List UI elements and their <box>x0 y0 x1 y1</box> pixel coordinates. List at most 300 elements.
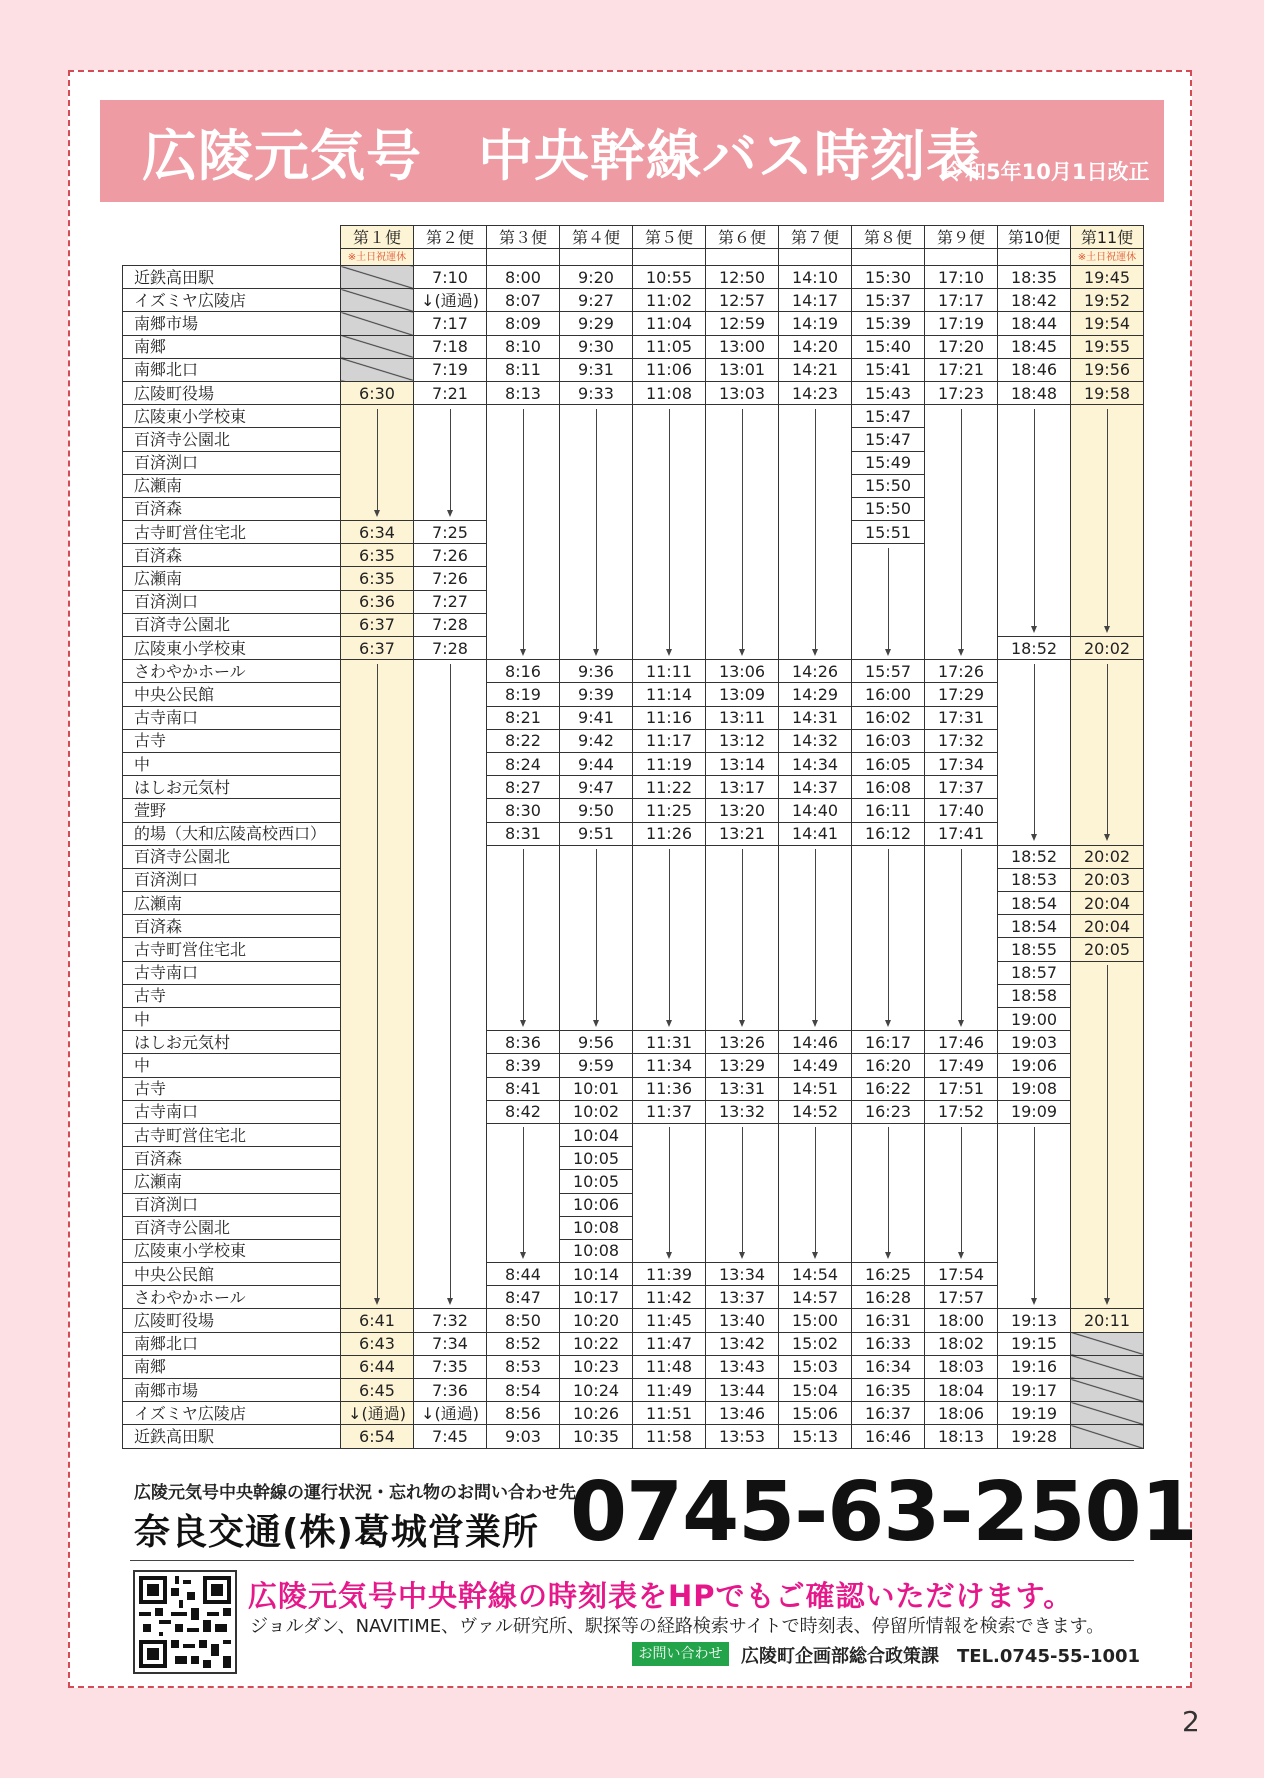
stop-name: 古寺町営住宅北 <box>123 521 341 544</box>
departure-time: 19:06 <box>998 1054 1071 1077</box>
trip-header: 第５便 <box>633 226 706 249</box>
departure-time: 13:37 <box>706 1286 779 1309</box>
departure-time: 14:21 <box>779 358 852 381</box>
timetable-note-row <box>123 249 1144 266</box>
departure-time: 16:34 <box>852 1355 925 1378</box>
table-row <box>123 1425 1144 1448</box>
departure-time: 14:17 <box>779 289 852 312</box>
departure-time: 13:46 <box>706 1402 779 1425</box>
table-row <box>123 1100 1144 1123</box>
stop-name: 広瀬南 <box>123 892 341 915</box>
departure-time: 13:34 <box>706 1263 779 1286</box>
contact-phone: 0745-63-2501 <box>570 1465 1197 1560</box>
timetable-header-row <box>123 226 1144 249</box>
departure-time: 7:35 <box>414 1355 487 1378</box>
departure-time: 8:44 <box>487 1263 560 1286</box>
departure-time: 7:28 <box>414 637 487 660</box>
departure-time: 11:19 <box>633 752 706 775</box>
departure-time: 11:34 <box>633 1054 706 1077</box>
pass-through-arrow-icon <box>961 1127 962 1256</box>
department-contact: 広陵町企画部総合政策課 TEL.0745-55-1001 <box>741 1646 1141 1667</box>
departure-time: 16:08 <box>852 776 925 799</box>
departure-time: 18:13 <box>925 1425 998 1448</box>
stop-name: 百済森 <box>123 915 341 938</box>
departure-time: 9:47 <box>560 776 633 799</box>
pass-through-arrow-icon <box>888 548 889 654</box>
stop-name: 百済寺公園北 <box>123 428 341 451</box>
table-row <box>123 1077 1144 1100</box>
stop-name: 広瀬南 <box>123 474 341 497</box>
departure-time: 16:02 <box>852 706 925 729</box>
departure-time: 10:05 <box>560 1147 633 1170</box>
departure-time: ↓(通過) <box>414 289 487 312</box>
departure-time: 8:42 <box>487 1100 560 1123</box>
table-row <box>123 1147 1144 1170</box>
table-row <box>123 1309 1144 1332</box>
departure-time: 13:09 <box>706 683 779 706</box>
table-row <box>123 799 1144 822</box>
trip-note <box>998 249 1071 266</box>
departure-time: 8:19 <box>487 683 560 706</box>
pass-through-arrow-icon <box>1107 965 1108 1303</box>
departure-time: 13:32 <box>706 1100 779 1123</box>
stop-name: 古寺南口 <box>123 706 341 729</box>
departure-time: 8:39 <box>487 1054 560 1077</box>
title-banner <box>100 100 1164 202</box>
no-service-cell <box>1071 1332 1144 1355</box>
departure-time: 14:31 <box>779 706 852 729</box>
departure-time: 15:41 <box>852 358 925 381</box>
departure-time: 11:04 <box>633 312 706 335</box>
table-row <box>123 1355 1144 1378</box>
pass-through-arrow-icon <box>377 664 378 1303</box>
departure-time: 15:47 <box>852 405 925 428</box>
departure-time: 9:20 <box>560 266 633 289</box>
departure-time: 14:19 <box>779 312 852 335</box>
stop-name: 南郷 <box>123 335 341 358</box>
departure-time: 6:37 <box>341 613 414 636</box>
table-row <box>123 335 1144 358</box>
departure-time: 10:06 <box>560 1193 633 1216</box>
departure-time: 16:31 <box>852 1309 925 1332</box>
trip-note: ※土日祝運休 <box>341 249 414 266</box>
stop-name: 中央公民館 <box>123 1263 341 1286</box>
table-row <box>123 822 1144 845</box>
departure-time: 18:55 <box>998 938 1071 961</box>
page-number: 2 <box>1182 1705 1200 1738</box>
departure-time: 17:37 <box>925 776 998 799</box>
pass-through-arrow-icon <box>815 849 816 1025</box>
trip-note <box>560 249 633 266</box>
timetable <box>122 225 1144 1449</box>
departure-time: 14:34 <box>779 752 852 775</box>
trip-header: 第４便 <box>560 226 633 249</box>
departure-time: 20:04 <box>1071 915 1144 938</box>
departure-time: 15:37 <box>852 289 925 312</box>
departure-time: 6:43 <box>341 1332 414 1355</box>
departure-time: 7:25 <box>414 521 487 544</box>
departure-time: 18:46 <box>998 358 1071 381</box>
departure-time: 16:22 <box>852 1077 925 1100</box>
pass-through-arrow-icon <box>888 849 889 1025</box>
trip-note <box>779 249 852 266</box>
pass-through-arrow-icon <box>523 1127 524 1256</box>
departure-time: 16:17 <box>852 1031 925 1054</box>
departure-time: 15:39 <box>852 312 925 335</box>
table-row <box>123 868 1144 891</box>
stop-name: 近鉄高田駅 <box>123 266 341 289</box>
header-corner <box>123 226 341 249</box>
departure-time: 7:21 <box>414 381 487 404</box>
departure-time: 11:39 <box>633 1263 706 1286</box>
departure-time: 7:28 <box>414 613 487 636</box>
departure-time: 10:04 <box>560 1123 633 1146</box>
departure-time: 15:47 <box>852 428 925 451</box>
trip-note: ※土日祝運休 <box>1071 249 1144 266</box>
table-row <box>123 1031 1144 1054</box>
pass-through-arrow-icon <box>815 1127 816 1256</box>
departure-time: 13:40 <box>706 1309 779 1332</box>
table-row <box>123 1286 1144 1309</box>
departure-time: 10:26 <box>560 1402 633 1425</box>
stop-name: 古寺南口 <box>123 1100 341 1123</box>
departure-time: 8:36 <box>487 1031 560 1054</box>
departure-time: 9:51 <box>560 822 633 845</box>
departure-time: 18:54 <box>998 915 1071 938</box>
departure-time: 11:14 <box>633 683 706 706</box>
stop-name: 古寺 <box>123 1077 341 1100</box>
departure-time: 8:31 <box>487 822 560 845</box>
departure-time: 8:00 <box>487 266 560 289</box>
departure-time: 16:33 <box>852 1332 925 1355</box>
departure-time: 13:01 <box>706 358 779 381</box>
departure-time: 15:40 <box>852 335 925 358</box>
departure-time: 13:43 <box>706 1355 779 1378</box>
departure-time: 14:37 <box>779 776 852 799</box>
departure-time: 11:45 <box>633 1309 706 1332</box>
departure-time: 18:44 <box>998 312 1071 335</box>
table-row <box>123 497 1144 520</box>
departure-time: 19:56 <box>1071 358 1144 381</box>
trip-header: 第10便 <box>998 226 1071 249</box>
stop-name: 百済渕口 <box>123 590 341 613</box>
departure-time: 11:05 <box>633 335 706 358</box>
departure-time: 11:25 <box>633 799 706 822</box>
departure-time: 16:20 <box>852 1054 925 1077</box>
table-row <box>123 1054 1144 1077</box>
no-service-cell <box>341 335 414 358</box>
departure-time: 13:31 <box>706 1077 779 1100</box>
table-row <box>123 474 1144 497</box>
departure-time: 20:03 <box>1071 868 1144 891</box>
departure-time: 10:17 <box>560 1286 633 1309</box>
departure-time: 18:52 <box>998 637 1071 660</box>
departure-time: 13:14 <box>706 752 779 775</box>
departure-time: 19:16 <box>998 1355 1071 1378</box>
departure-time: 6:30 <box>341 381 414 404</box>
departure-time: 10:20 <box>560 1309 633 1332</box>
stop-name: 百済渕口 <box>123 1193 341 1216</box>
departure-time: 9:39 <box>560 683 633 706</box>
departure-time: 18:53 <box>998 868 1071 891</box>
departure-time: 15:04 <box>779 1379 852 1402</box>
stop-name: 南郷北口 <box>123 1332 341 1355</box>
stop-name: さわやかホール <box>123 660 341 683</box>
stop-name: 古寺町営住宅北 <box>123 938 341 961</box>
departure-time: 17:26 <box>925 660 998 683</box>
table-row <box>123 915 1144 938</box>
no-service-cell <box>1071 1425 1144 1448</box>
stop-name: 広陵東小学校東 <box>123 637 341 660</box>
departure-time: 6:34 <box>341 521 414 544</box>
departure-time: 8:16 <box>487 660 560 683</box>
departure-time: 11:47 <box>633 1332 706 1355</box>
departure-time: 15:00 <box>779 1309 852 1332</box>
stop-name: イズミヤ広陵店 <box>123 1402 341 1425</box>
departure-time: 11:48 <box>633 1355 706 1378</box>
departure-time: 12:59 <box>706 312 779 335</box>
table-row <box>123 660 1144 683</box>
departure-time: 17:10 <box>925 266 998 289</box>
pass-through-arrow-icon <box>596 409 597 654</box>
no-service-cell <box>341 312 414 335</box>
departure-time: 16:12 <box>852 822 925 845</box>
table-row <box>123 289 1144 312</box>
departure-time: 13:12 <box>706 729 779 752</box>
trip-note <box>487 249 560 266</box>
departure-time: 9:41 <box>560 706 633 729</box>
pass-through-arrow-icon <box>961 849 962 1025</box>
table-row <box>123 1008 1144 1031</box>
departure-time: 9:33 <box>560 381 633 404</box>
departure-time: 14:26 <box>779 660 852 683</box>
stop-name: 南郷北口 <box>123 358 341 381</box>
table-row <box>123 521 1144 544</box>
contact-label: 広陵元気号中央幹線の運行状況・忘れ物のお問い合わせ先 <box>134 1483 576 1503</box>
departure-time: 13:20 <box>706 799 779 822</box>
table-row <box>123 961 1144 984</box>
departure-time: 16:28 <box>852 1286 925 1309</box>
inquiry-badge: お問い合わせ <box>632 1642 729 1666</box>
departure-time: 9:27 <box>560 289 633 312</box>
pass-through-arrow-icon <box>888 1127 889 1256</box>
departure-time: 17:54 <box>925 1263 998 1286</box>
table-row <box>123 613 1144 636</box>
departure-time: 11:17 <box>633 729 706 752</box>
departure-time: 17:46 <box>925 1031 998 1054</box>
departure-time: 17:19 <box>925 312 998 335</box>
trip-note <box>633 249 706 266</box>
table-row <box>123 1402 1144 1425</box>
pass-through-arrow-icon <box>377 409 378 515</box>
departure-time: 14:52 <box>779 1100 852 1123</box>
departure-time: 6:37 <box>341 637 414 660</box>
departure-time: 10:08 <box>560 1216 633 1239</box>
table-row <box>123 1263 1144 1286</box>
departure-time: 17:34 <box>925 752 998 775</box>
departure-time: 16:00 <box>852 683 925 706</box>
pass-through-arrow-icon <box>815 409 816 654</box>
departure-time: 17:23 <box>925 381 998 404</box>
departure-time: 17:29 <box>925 683 998 706</box>
departure-time: 18:52 <box>998 845 1071 868</box>
departure-time: 11:16 <box>633 706 706 729</box>
departure-time: 9:03 <box>487 1425 560 1448</box>
departure-time: 19:28 <box>998 1425 1071 1448</box>
departure-time: 8:10 <box>487 335 560 358</box>
stop-name: 広瀬南 <box>123 567 341 590</box>
departure-time: 15:50 <box>852 474 925 497</box>
departure-time: 8:13 <box>487 381 560 404</box>
departure-time: 12:50 <box>706 266 779 289</box>
departure-time: 6:54 <box>341 1425 414 1448</box>
departure-time: 20:02 <box>1071 637 1144 660</box>
departure-time: 14:41 <box>779 822 852 845</box>
departure-time: 8:56 <box>487 1402 560 1425</box>
departure-time: 8:27 <box>487 776 560 799</box>
pass-through-arrow-icon <box>523 849 524 1025</box>
departure-time: 18:42 <box>998 289 1071 312</box>
stop-name: 中 <box>123 1054 341 1077</box>
departure-time: 17:41 <box>925 822 998 845</box>
pass-through-arrow-icon <box>742 1127 743 1256</box>
departure-time: 8:21 <box>487 706 560 729</box>
table-row <box>123 358 1144 381</box>
no-service-cell <box>1071 1379 1144 1402</box>
stop-name: 南郷 <box>123 1355 341 1378</box>
departure-time: 18:48 <box>998 381 1071 404</box>
departure-time: 11:31 <box>633 1031 706 1054</box>
table-row <box>123 776 1144 799</box>
departure-time: 13:26 <box>706 1031 779 1054</box>
departure-time: 16:03 <box>852 729 925 752</box>
departure-time: 19:09 <box>998 1100 1071 1123</box>
departure-time: 8:09 <box>487 312 560 335</box>
stop-name: はしお元気村 <box>123 776 341 799</box>
departure-time: 14:10 <box>779 266 852 289</box>
departure-time: 16:11 <box>852 799 925 822</box>
departure-time: 9:56 <box>560 1031 633 1054</box>
stop-name: 百済森 <box>123 497 341 520</box>
table-row <box>123 312 1144 335</box>
trip-header: 第６便 <box>706 226 779 249</box>
departure-time: 13:11 <box>706 706 779 729</box>
departure-time: 19:52 <box>1071 289 1144 312</box>
departure-time: 11:49 <box>633 1379 706 1402</box>
departure-time: 17:49 <box>925 1054 998 1077</box>
departure-time: 8:22 <box>487 729 560 752</box>
departure-time: ↓(通過) <box>414 1402 487 1425</box>
departure-time: 6:44 <box>341 1355 414 1378</box>
departure-time: 9:44 <box>560 752 633 775</box>
trip-header: 第11便 <box>1071 226 1144 249</box>
departure-time: 8:30 <box>487 799 560 822</box>
stop-name: 的場（大和広陵高校西口） <box>123 822 341 845</box>
table-row <box>123 845 1144 868</box>
stop-name: 百済渕口 <box>123 451 341 474</box>
pass-through-arrow-icon <box>596 849 597 1025</box>
stop-name: 百済寺公園北 <box>123 1216 341 1239</box>
stop-name: さわやかホール <box>123 1286 341 1309</box>
no-service-cell <box>341 266 414 289</box>
departure-time: 18:45 <box>998 335 1071 358</box>
qr-code-icon[interactable] <box>133 1570 237 1674</box>
departure-time: 19:08 <box>998 1077 1071 1100</box>
departure-time: ↓(通過) <box>341 1402 414 1425</box>
departure-time: 16:46 <box>852 1425 925 1448</box>
departure-time: 11:42 <box>633 1286 706 1309</box>
trip-header: 第３便 <box>487 226 560 249</box>
departure-time: 17:20 <box>925 335 998 358</box>
table-row <box>123 752 1144 775</box>
table-row <box>123 266 1144 289</box>
departure-time: 13:00 <box>706 335 779 358</box>
departure-time: 14:51 <box>779 1077 852 1100</box>
departure-time: 8:54 <box>487 1379 560 1402</box>
departure-time: 8:52 <box>487 1332 560 1355</box>
departure-time: 18:58 <box>998 984 1071 1007</box>
pass-through-arrow-icon <box>1034 409 1035 631</box>
trip-header: 第２便 <box>414 226 487 249</box>
departure-time: 18:04 <box>925 1379 998 1402</box>
table-row <box>123 729 1144 752</box>
page-title: 広陵元気号 中央幹線バス時刻表 <box>142 124 983 188</box>
stop-name: イズミヤ広陵店 <box>123 289 341 312</box>
departure-time: 6:45 <box>341 1379 414 1402</box>
departure-time: 15:43 <box>852 381 925 404</box>
stop-name: 百済森 <box>123 1147 341 1170</box>
departure-time: 11:22 <box>633 776 706 799</box>
departure-time: 6:35 <box>341 544 414 567</box>
departure-time: 6:35 <box>341 567 414 590</box>
stop-name: 古寺 <box>123 984 341 1007</box>
departure-time: 15:57 <box>852 660 925 683</box>
departure-time: 14:46 <box>779 1031 852 1054</box>
stop-name: 百済寺公園北 <box>123 613 341 636</box>
web-headline: 広陵元気号中央幹線の時刻表をHPでもご確認いただけます。 <box>248 1579 1074 1613</box>
table-row <box>123 938 1144 961</box>
departure-time: 6:36 <box>341 590 414 613</box>
table-row <box>123 1379 1144 1402</box>
pass-through-arrow-icon <box>669 1127 670 1256</box>
departure-time: 16:35 <box>852 1379 925 1402</box>
departure-time: 13:03 <box>706 381 779 404</box>
departure-time: 17:17 <box>925 289 998 312</box>
departure-time: 17:32 <box>925 729 998 752</box>
departure-time: 19:58 <box>1071 381 1144 404</box>
table-row <box>123 1216 1144 1239</box>
departure-time: 13:53 <box>706 1425 779 1448</box>
table-row <box>123 451 1144 474</box>
departure-time: 14:40 <box>779 799 852 822</box>
departure-time: 11:51 <box>633 1402 706 1425</box>
table-row <box>123 1193 1144 1216</box>
departure-time: 17:52 <box>925 1100 998 1123</box>
table-row <box>123 892 1144 915</box>
departure-time: 19:15 <box>998 1332 1071 1355</box>
departure-time: 20:04 <box>1071 892 1144 915</box>
pass-through-arrow-icon <box>450 409 451 515</box>
pass-through-arrow-icon <box>742 849 743 1025</box>
departure-time: 8:24 <box>487 752 560 775</box>
departure-time: 13:29 <box>706 1054 779 1077</box>
no-service-cell <box>341 358 414 381</box>
trip-note <box>852 249 925 266</box>
departure-time: 17:57 <box>925 1286 998 1309</box>
pass-through-arrow-icon <box>669 849 670 1025</box>
table-row <box>123 1123 1144 1146</box>
departure-time: 11:11 <box>633 660 706 683</box>
